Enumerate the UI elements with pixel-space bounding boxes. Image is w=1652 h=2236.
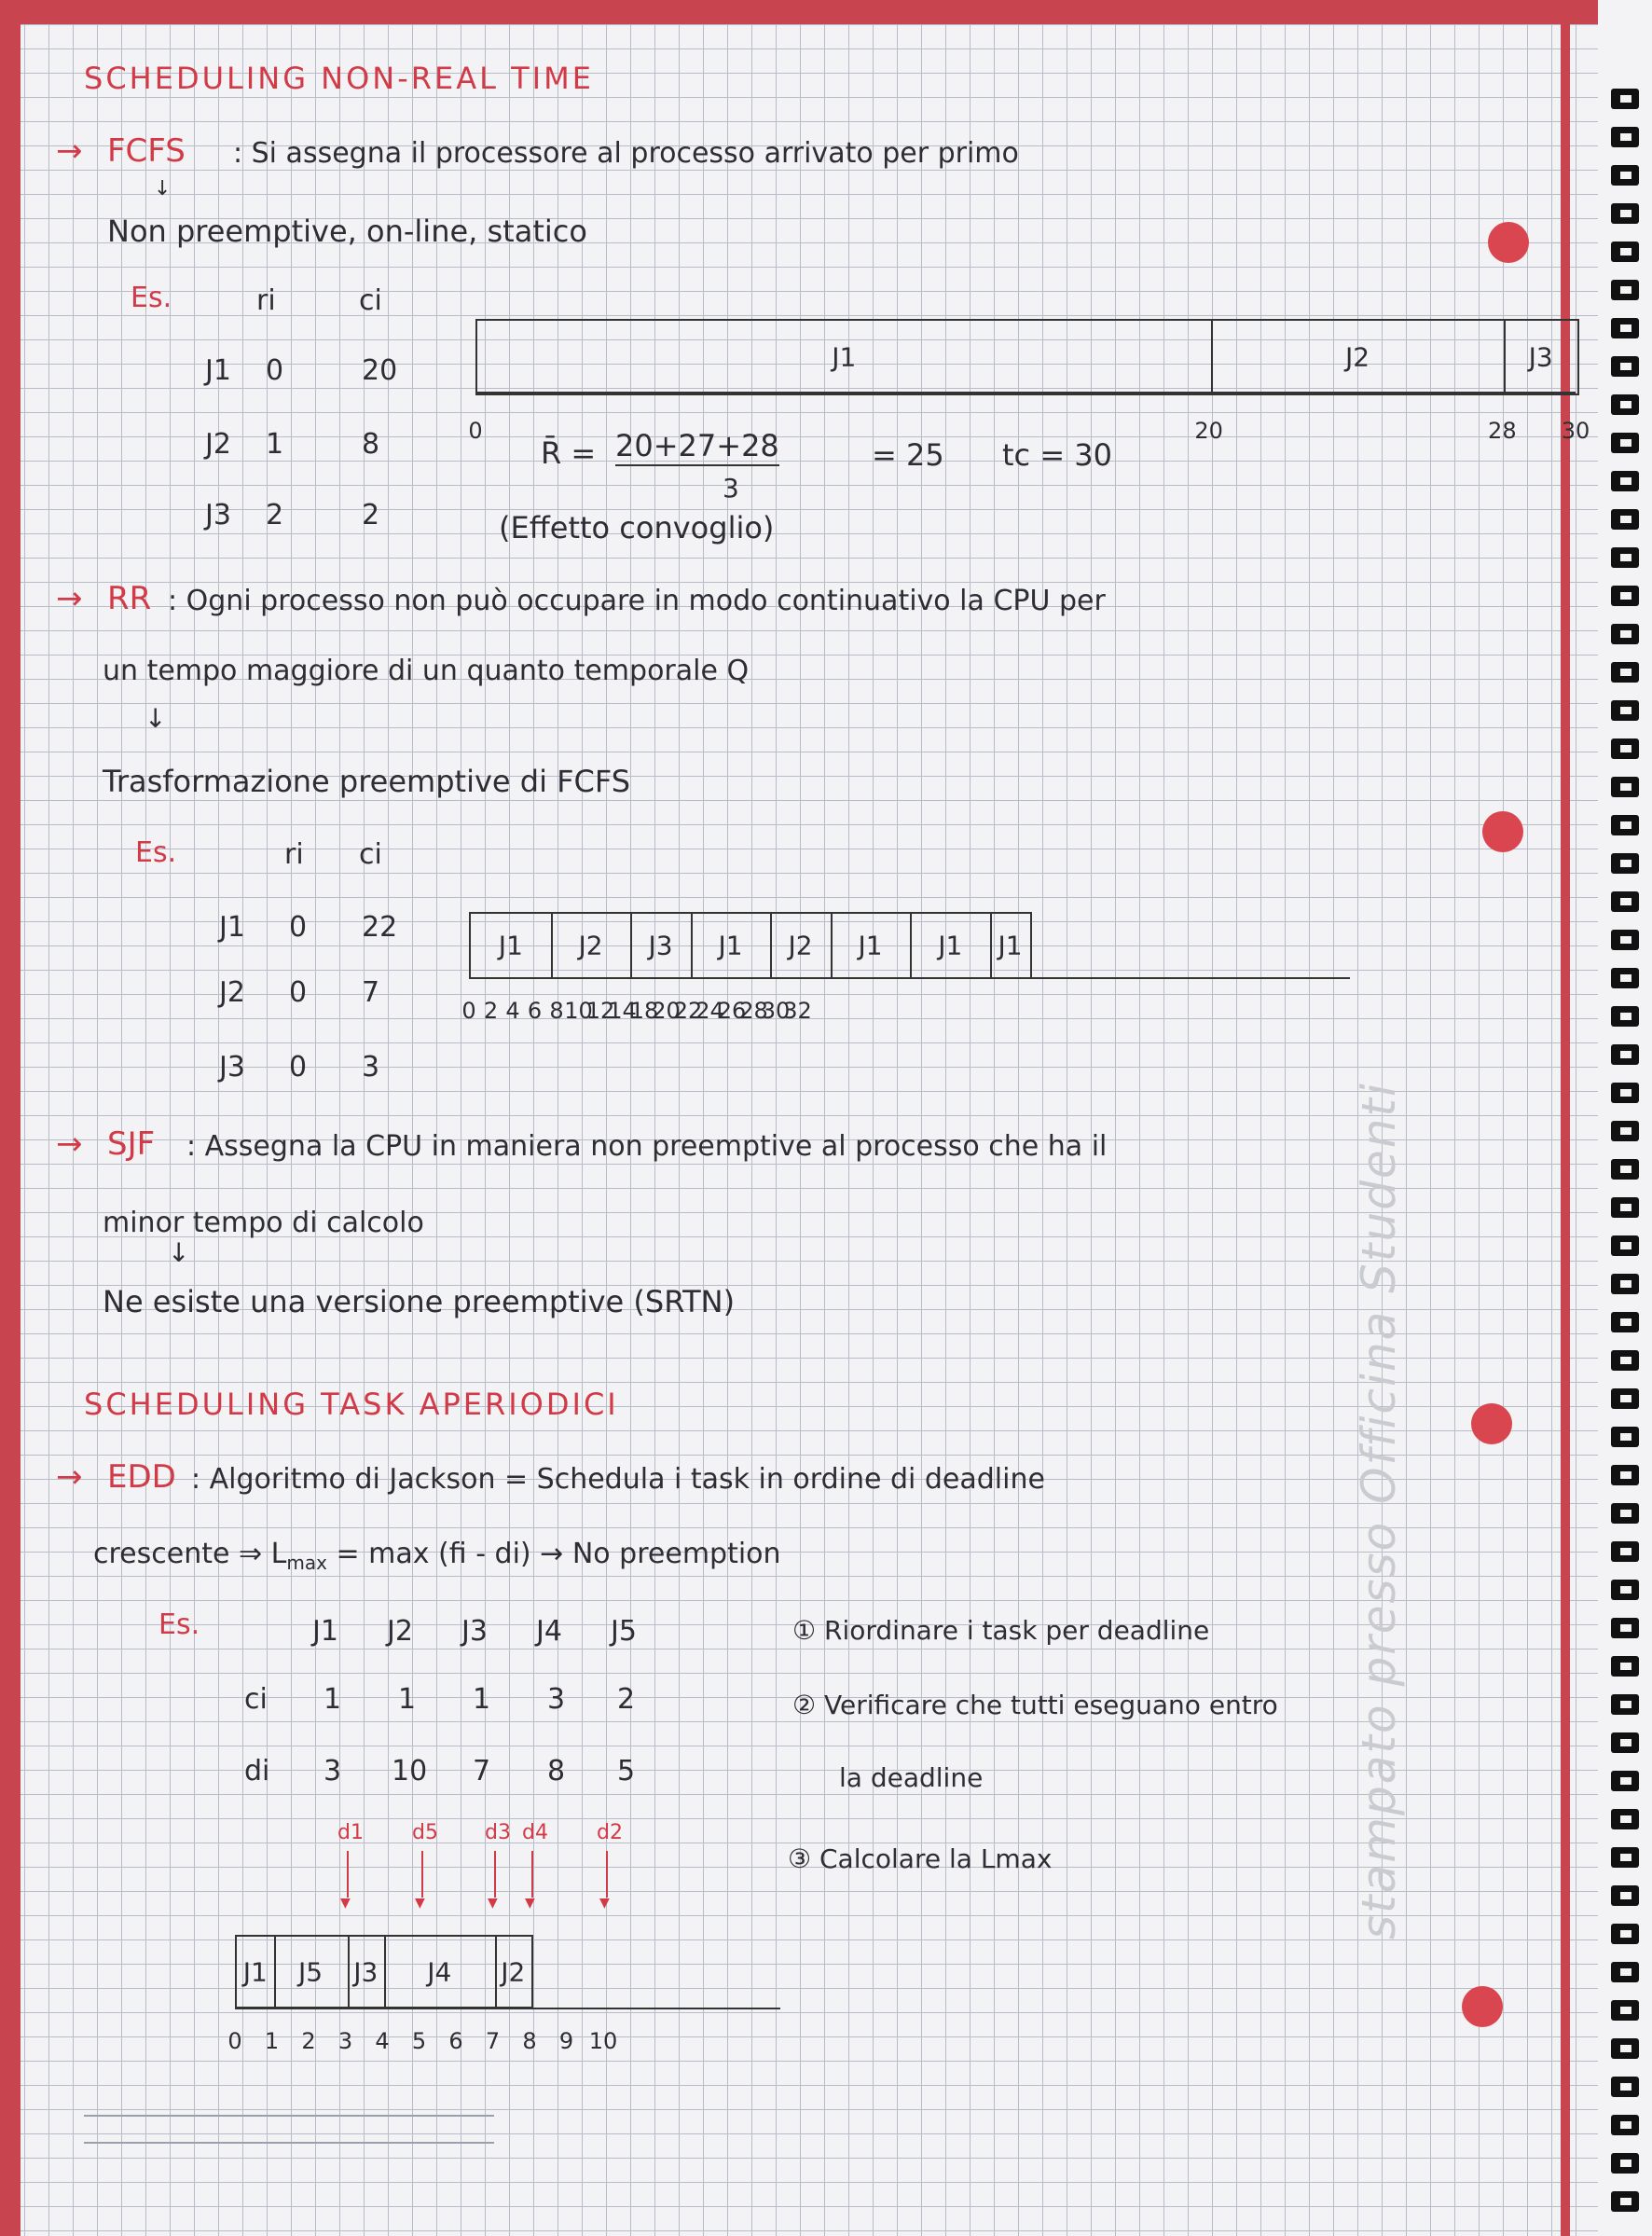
gantt-segment-label: J4 [427, 1956, 452, 1987]
gantt-segment [348, 1937, 387, 2007]
axis-tick-label: 32 [783, 998, 812, 1024]
edd-def2-sub: max [286, 1552, 327, 1574]
edd-d-value: 3 [324, 1755, 342, 1787]
axis-tick-label: 18 [629, 998, 659, 1024]
section-title-aperiodic: SCHEDULING TASK APERIODICI [84, 1387, 619, 1422]
rr-definition-2: un tempo maggiore di un quanto temporale Q [103, 655, 750, 687]
gantt-segment [1211, 321, 1507, 393]
down-arrow-icon: ↓ [168, 1237, 190, 1268]
gantt-segment-label: J1 [858, 930, 883, 961]
fcfs-definition: : Si assegna il processore al processo arrivato per primo [233, 137, 1019, 170]
gantt-segment [990, 914, 1030, 977]
gantt-segment-label: J3 [1528, 341, 1553, 373]
gantt-segment [551, 914, 633, 977]
binding-ring [1611, 777, 1639, 797]
fcfs-row-name: J1 [205, 354, 231, 387]
binding-ring [1611, 203, 1639, 224]
edd-definition: : Algoritmo di Jackson = Schedula i task in ordine di deadline [191, 1463, 1045, 1496]
binding-ring [1611, 1083, 1639, 1103]
axis-tick-label: 0 [461, 998, 476, 1024]
section-title-nonrt: SCHEDULING NON-REAL TIME [84, 61, 594, 96]
edd-d-value: 8 [547, 1755, 566, 1787]
edd-c-value: 1 [324, 1683, 342, 1716]
binding-ring [1611, 1197, 1639, 1218]
axis-tick-label: 2 [483, 998, 499, 1024]
gantt-segment [831, 914, 913, 977]
edd-step: ② Verificare che tutti eseguano entro [792, 1690, 1278, 1720]
deadline-arrow-icon [606, 1851, 608, 1898]
gantt-segment-label: J2 [1344, 341, 1370, 373]
axis-tick-label: 4 [505, 998, 520, 1024]
axis-tick-label: 10 [564, 998, 593, 1024]
gantt-segment [471, 914, 553, 977]
gantt-segment [477, 321, 1213, 393]
gantt-segment-label: J5 [297, 1956, 324, 1987]
binding-ring [1611, 2191, 1639, 2212]
axis-tick-label: 9 [558, 2028, 574, 2054]
binding-ring [1611, 471, 1639, 491]
gantt-segment [691, 914, 773, 977]
gantt-segment-label: J1 [938, 930, 963, 961]
binding-ring [1611, 509, 1639, 530]
axis-tick-label: 14 [608, 998, 637, 1024]
binding-ring [1611, 433, 1639, 453]
rr-row-r: 0 [289, 911, 308, 944]
binding-ring [1611, 738, 1639, 759]
binding-ring [1611, 165, 1639, 186]
edd-c-value: 1 [473, 1683, 491, 1716]
edd-task: J5 [611, 1615, 637, 1648]
arrow-icon: → [56, 1458, 83, 1496]
binding-ring [1611, 662, 1639, 683]
formula-r: R̄ = [541, 435, 597, 471]
binding-ring [1611, 1159, 1639, 1180]
gantt-segment-label: J1 [242, 1956, 268, 1987]
gantt-segment-label: J2 [501, 1956, 526, 1987]
axis-tick-label: 30 [1561, 418, 1590, 444]
gantt-segment [384, 1937, 497, 2007]
rr-definition: : Ogni processo non può occupare in modo continuativo la CPU per [168, 585, 1106, 617]
binding-ring [1611, 1427, 1639, 1447]
fcfs-row-c: 20 [362, 354, 398, 387]
axis-tick-label: 10 [588, 2028, 618, 2054]
edd-d-value: 5 [617, 1755, 636, 1787]
gantt-segment [910, 914, 992, 977]
spiral-binding [1598, 0, 1652, 2236]
deadline-arrow-icon [421, 1851, 423, 1898]
binding-ring [1611, 1618, 1639, 1638]
axis-tick-label: 7 [485, 2028, 501, 2054]
axis-tick-label: 22 [673, 998, 703, 1024]
binding-ring [1611, 318, 1639, 338]
convoy-effect: (Effetto convoglio) [499, 510, 775, 545]
fcfs-gantt-chart [475, 319, 1579, 395]
arrow-icon: → [56, 580, 83, 617]
rr-row-name: J1 [219, 911, 245, 944]
edd-c-value: 3 [547, 1683, 566, 1716]
rr-row-c: 3 [362, 1051, 380, 1083]
gantt-segment-label: J1 [832, 341, 857, 373]
edd-step: la deadline [839, 1762, 984, 1793]
down-arrow-icon: ↓ [145, 703, 167, 734]
down-arrow-icon: ↓ [154, 177, 172, 200]
binding-ring [1611, 1924, 1639, 1944]
rr-header-c: ci [359, 838, 382, 871]
sjf-definition: : Assegna la CPU in maniera non preemptive al processo che ha il [186, 1130, 1108, 1163]
edd-deadline-label: d5 [412, 1821, 438, 1844]
binding-ring [1611, 89, 1639, 109]
binding-ring [1611, 2000, 1639, 2021]
binding-ring [1611, 1809, 1639, 1829]
binding-ring [1611, 127, 1639, 147]
binding-ring [1611, 242, 1639, 262]
binding-ring [1611, 1541, 1639, 1562]
binding-ring [1611, 1771, 1639, 1791]
rr-row-c: 22 [362, 911, 398, 944]
formula-numerator: 20+27+28 [615, 431, 779, 466]
binding-ring [1611, 1847, 1639, 1868]
deadline-arrow-icon [531, 1851, 533, 1898]
axis-tick-label: 26 [717, 998, 747, 1024]
fcfs-row-r: 0 [266, 354, 284, 387]
fcfs-row-c: 2 [362, 499, 380, 531]
axis-tick-label: 20 [652, 998, 681, 1024]
left-margin [0, 0, 21, 2236]
fcfs-row-c: 8 [362, 428, 380, 461]
formula-denominator: 3 [723, 473, 739, 504]
edd-d-value: 7 [473, 1755, 491, 1787]
axis-tick-label: 30 [761, 998, 791, 1024]
fcfs-row-r: 1 [266, 428, 284, 461]
binding-ring [1611, 815, 1639, 835]
binding-ring [1611, 356, 1639, 377]
axis-tick-label: 1 [264, 2028, 280, 2054]
punch-hole [1462, 1986, 1503, 2027]
edd-task: J2 [387, 1615, 413, 1648]
edd-step: ① Riordinare i task per deadline [792, 1615, 1210, 1646]
axis-tick-label: 28 [739, 998, 768, 1024]
axis-tick-label: 6 [527, 998, 543, 1024]
binding-ring [1611, 853, 1639, 874]
fcfs-label: FCFS [107, 132, 186, 170]
binding-ring [1611, 1503, 1639, 1524]
axis-tick-label: 12 [585, 998, 615, 1024]
fcfs-header-c: ci [359, 284, 382, 317]
gantt-segment-label: J1 [998, 930, 1023, 961]
arrow-icon: → [56, 1125, 83, 1163]
binding-ring [1611, 2077, 1639, 2097]
rr-row-name: J3 [219, 1051, 245, 1083]
edd-d-label: di [244, 1755, 270, 1787]
binding-ring [1611, 2038, 1639, 2059]
arrow-icon: → [56, 132, 83, 170]
edd-task: J4 [536, 1615, 562, 1648]
gantt-segment-label: J1 [718, 930, 743, 961]
gantt-segment-label: J1 [498, 930, 523, 961]
binding-ring [1611, 2115, 1639, 2135]
axis-tick-label: 6 [448, 2028, 463, 2054]
rr-transform: Trasformazione preemptive di FCFS [103, 764, 631, 799]
gantt-segment [274, 1937, 350, 2007]
binding-ring [1611, 1656, 1639, 1677]
binding-ring [1611, 1465, 1639, 1485]
edd-step: ③ Calcolare la Lmax [788, 1843, 1053, 1874]
fcfs-row-name: J3 [205, 499, 231, 531]
axis-tick-label: 28 [1488, 418, 1517, 444]
binding-ring [1611, 394, 1639, 415]
axis-tick-label: 0 [468, 418, 483, 444]
rr-gantt-chart [469, 912, 1032, 979]
edd-c-label: ci [244, 1683, 268, 1716]
axis-tick-label: 2 [301, 2028, 316, 2054]
edd-deadline-label: d4 [522, 1821, 548, 1844]
fcfs-es: Es. [131, 282, 172, 314]
binding-ring [1611, 1312, 1639, 1332]
fcfs-properties: Non preemptive, on-line, statico [107, 214, 587, 249]
watermark: stampato presso Officina Studenti [1352, 1082, 1406, 1939]
binding-ring [1611, 624, 1639, 644]
punch-hole [1482, 811, 1523, 852]
sjf-label: SJF [107, 1125, 156, 1163]
edd-gantt-chart [235, 1935, 533, 2008]
fcfs-row-name: J2 [205, 428, 231, 461]
top-edge [0, 0, 1624, 24]
punch-hole [1488, 222, 1529, 263]
binding-ring [1611, 1694, 1639, 1715]
binding-ring [1611, 1235, 1639, 1256]
axis-tick-label: 3 [337, 2028, 353, 2054]
binding-ring [1611, 547, 1639, 568]
binding-ring [1611, 1885, 1639, 1906]
deadline-arrow-icon [347, 1851, 349, 1898]
edd-d-value: 10 [392, 1755, 428, 1787]
binding-ring [1611, 280, 1639, 300]
binding-ring [1611, 1044, 1639, 1065]
footer-rule [84, 2115, 494, 2117]
gantt-segment-label: J3 [353, 1956, 379, 1987]
edd-definition-2 [93, 1540, 781, 1572]
edd-axis [235, 2008, 780, 2009]
gantt-segment [237, 1937, 276, 2007]
binding-ring [1611, 930, 1639, 950]
fcfs-header-r: ri [256, 284, 276, 317]
edd-task: J1 [312, 1615, 338, 1648]
axis-tick-label: 5 [411, 2028, 427, 2054]
rr-row-name: J2 [219, 976, 245, 1009]
rr-axis [469, 977, 1350, 979]
axis-tick-label: 4 [375, 2028, 390, 2054]
gantt-segment-label: J2 [788, 930, 813, 961]
deadline-arrow-icon [494, 1851, 496, 1898]
sjf-version: Ne esiste una versione preemptive (SRTN) [103, 1284, 736, 1319]
binding-ring [1611, 1388, 1639, 1409]
sjf-definition-2: minor tempo di calcolo [103, 1207, 424, 1239]
axis-tick-label: 8 [522, 2028, 537, 2054]
gantt-segment [1504, 321, 1577, 393]
binding-ring [1611, 968, 1639, 988]
edd-def2-b: = max (fi - di) → No preemption [326, 1538, 781, 1570]
rr-es: Es. [135, 836, 177, 869]
punch-hole [1471, 1403, 1512, 1444]
edd-task: J3 [461, 1615, 488, 1648]
binding-ring [1611, 1006, 1639, 1027]
axis-tick-label: 20 [1194, 418, 1223, 444]
fcfs-row-r: 2 [266, 499, 284, 531]
footer-rule [84, 2142, 494, 2144]
binding-ring [1611, 891, 1639, 912]
binding-ring [1611, 1732, 1639, 1753]
edd-deadline-label: d2 [597, 1821, 623, 1844]
edd-def2-a: crescente ⇒ L [93, 1538, 287, 1570]
edd-es: Es. [158, 1608, 200, 1641]
fcfs-axis [475, 392, 1576, 393]
axis-tick-label: 0 [227, 2028, 242, 2054]
rr-row-r: 0 [289, 1051, 308, 1083]
gantt-segment-label: J2 [578, 930, 603, 961]
binding-ring [1611, 586, 1639, 606]
formula-result: = 25 [872, 437, 944, 473]
edd-c-value: 2 [617, 1683, 636, 1716]
binding-ring [1611, 1962, 1639, 1982]
rr-header-r: ri [284, 838, 304, 871]
binding-ring [1611, 1350, 1639, 1371]
edd-deadline-label: d3 [485, 1821, 511, 1844]
edd-c-value: 1 [398, 1683, 417, 1716]
binding-ring [1611, 1274, 1639, 1294]
edd-label: EDD [107, 1458, 176, 1496]
formula-tc: tc = 30 [1002, 437, 1113, 473]
gantt-segment [630, 914, 692, 977]
axis-tick-label: 24 [695, 998, 724, 1024]
binding-ring [1611, 2153, 1639, 2174]
rr-row-c: 7 [362, 976, 380, 1009]
binding-ring [1611, 1580, 1639, 1600]
gantt-segment [770, 914, 832, 977]
rr-row-r: 0 [289, 976, 308, 1009]
binding-ring [1611, 1121, 1639, 1141]
edd-deadline-label: d1 [337, 1821, 364, 1844]
rr-label: RR [107, 580, 152, 617]
gantt-segment-label: J3 [648, 930, 673, 961]
binding-ring [1611, 700, 1639, 721]
gantt-segment [495, 1937, 532, 2007]
axis-tick-label: 8 [549, 998, 564, 1024]
